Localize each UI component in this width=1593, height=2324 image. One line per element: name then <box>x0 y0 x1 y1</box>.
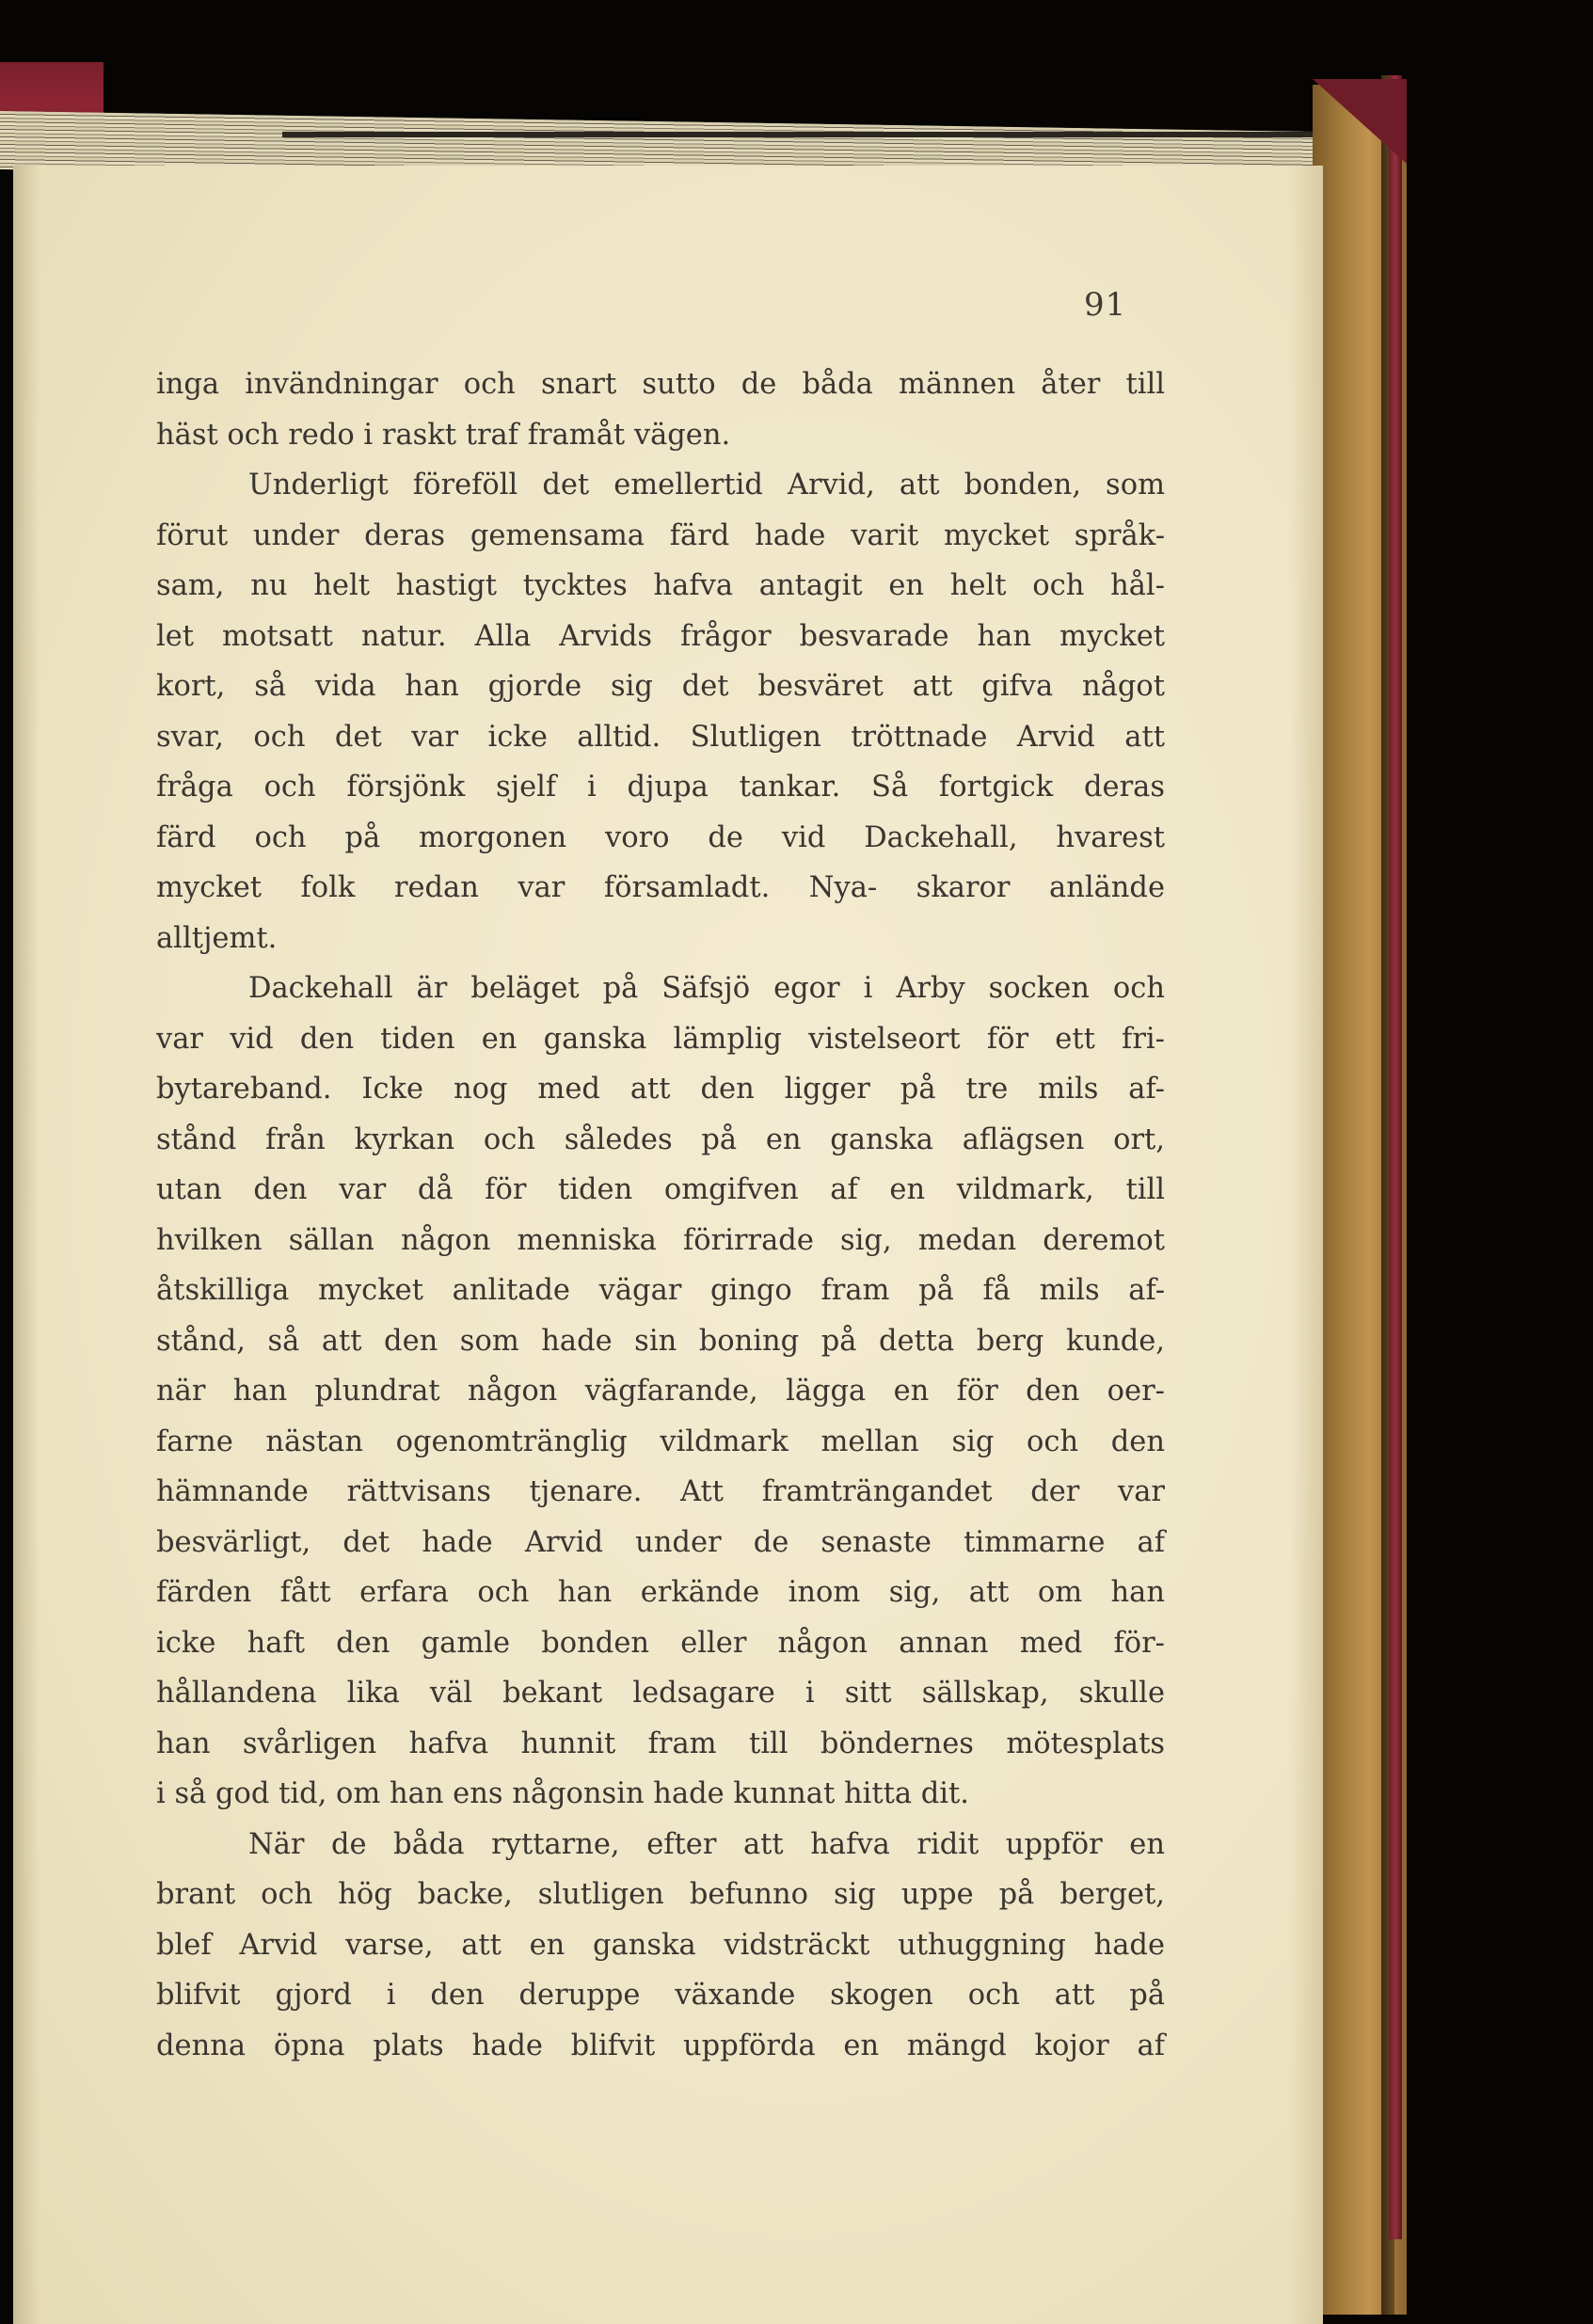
body-text <box>156 359 1165 2071</box>
text-line: let motsatt natur. Alla Arvids frågor besvarade han mycket <box>156 619 1165 653</box>
text-line: blifvit gjord i den deruppe växande skogen och att på <box>156 1979 1165 2012</box>
text-line: stånd, så att den som hade sin boning på detta berg kunde, <box>156 1324 1165 1358</box>
text-line: alltjemt. <box>156 921 278 955</box>
text-line: mycket folk redan var församladt. Nya- skaror anlände <box>156 871 1165 904</box>
text-line: När de båda ryttarne, efter att hafva ridit uppför en <box>248 1827 1165 1861</box>
gutter-shade <box>13 166 40 2324</box>
text-line: häst och redo i raskt traf framåt vägen. <box>156 418 731 452</box>
text-line: åtskilliga mycket anlitade vägar gingo fram på få mils af- <box>156 1274 1165 1307</box>
text-line: farne nästan ogenomtränglig vildmark mellan sig och den <box>156 1425 1165 1458</box>
text-line: kort, så vida han gjorde sig det besväret att gifva något <box>156 670 1165 703</box>
text-line: brant och hög backe, slutligen befunno sig uppe på berget, <box>156 1878 1165 1911</box>
text-line: Underligt föreföll det emellertid Arvid, att bonden, som <box>248 469 1165 501</box>
text-line: var vid den tiden en ganska lämplig vistelseort för ett fri- <box>156 1022 1165 1056</box>
text-line: fråga och försjönk sjelf i djupa tankar. Så fortgick deras <box>156 771 1165 804</box>
text-line: denna öpna plats hade blifvit uppförda en mängd kojor af <box>156 2029 1165 2062</box>
text-line: inga invändningar och snart sutto de båda männen åter till <box>156 368 1165 401</box>
text-line: utan den var då för tiden omgifven af en vildmark, till <box>156 1173 1165 1206</box>
edge-shade <box>1289 166 1323 2324</box>
text-line: när han plundrat någon vägfarande, lägga en för den oer- <box>156 1375 1165 1408</box>
page-number: 91 <box>1084 286 1127 324</box>
text-line: i så god tid, om han ens någonsin hade kunnat hitta dit. <box>156 1777 969 1810</box>
text-line: hvilken sällan någon menniska förirrade sig, medan deremot <box>156 1223 1165 1257</box>
text-line: färd och på morgonen voro de vid Dackehall, hvarest <box>156 820 1165 854</box>
text-line: hämnande rättvisans tjenare. Att framträngandet der var <box>156 1475 1165 1508</box>
text-line: stånd från kyrkan och således på en ganska aflägsen ort, <box>156 1122 1165 1156</box>
text-line: blef Arvid varse, att en ganska vidsträckt uthuggning hade <box>156 1928 1165 1962</box>
book-spine-cloth <box>1389 75 1402 2239</box>
text-line: färden fått erfara och han erkände inom sig, att om han <box>156 1576 1165 1609</box>
text-line: svar, och det var icke alltid. Slutligen tröttnade Arvid att <box>156 720 1165 754</box>
text-line: sam, nu helt hastigt tycktes hafva antagit en helt och hål- <box>156 569 1165 602</box>
text-line: besvärligt, det hade Arvid under de senaste timmarne af <box>156 1525 1165 1559</box>
page-edge-shadow <box>282 132 1317 137</box>
text-line: bytareband. Icke nog med att den ligger på tre mils af- <box>156 1073 1165 1106</box>
text-line: han svårligen hafva hunnit fram till böndernes mötesplats <box>156 1727 1165 1760</box>
text-line: Dackehall är beläget på Säfsjö egor i Arby socken och <box>248 972 1165 1005</box>
text-line: icke haft den gamle bonden eller någon annan med för- <box>156 1626 1165 1660</box>
text-line: hållandena lika väl bekant ledsagare i sitt sällskap, skulle <box>156 1677 1165 1710</box>
text-line: förut under deras gemensama färd hade varit mycket språk- <box>156 518 1165 552</box>
